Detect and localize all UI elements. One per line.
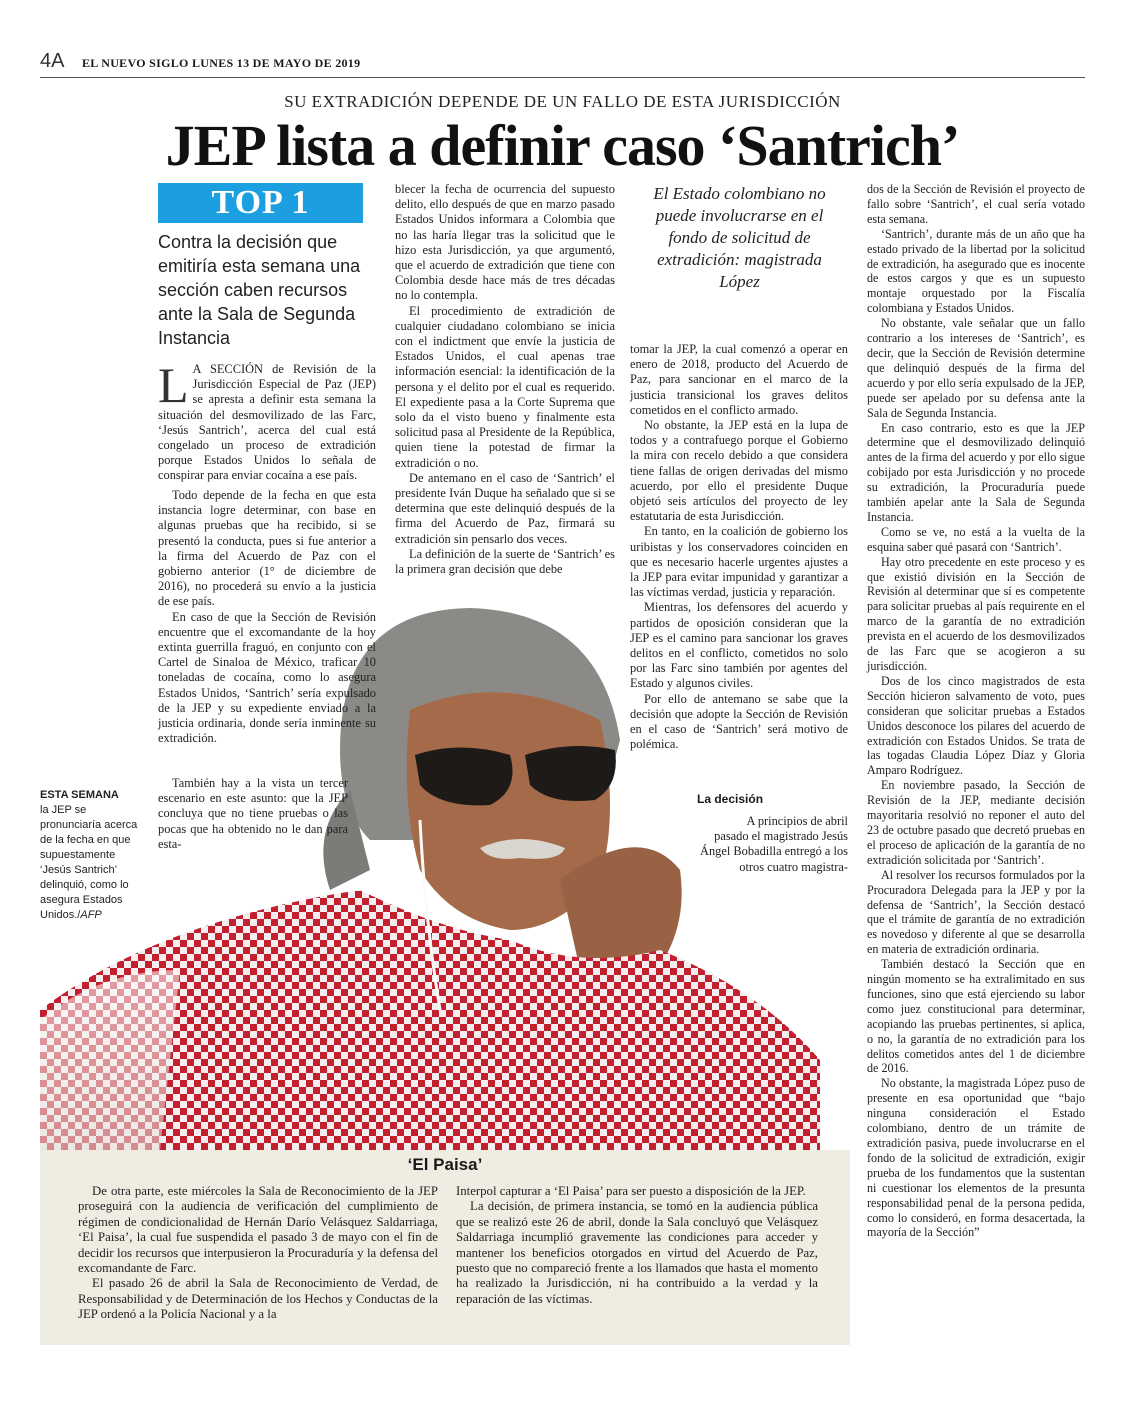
paragraph: L A SECCIÓN de Revisión de la Jurisdicción Especial de Paz (JEP) se apresta a definir esta semana la situación del desmovilizado de las Farc, ‘Jesús Santrich’, acerca del cual está congelado un proceso de extradición porque Estados Unidos lo señala de conspirar para enviar cocaína a ese país. — [158, 357, 376, 483]
paragraph: La decisión, de primera instancia, se tomó en la audiencia pública que se realizó este 26 de abril, donde la Sala concluyó que Velásquez Saldarriaga incumplió gravemente las condiciones para acceder y mantener los beneficios otorgados en virtud del Acuerdo de Paz, puesto que no compareció frente a los llamados que hasta el momento ha realizado la Jurisdicción, ni ha contribuido a la verdad y la reparación de las víctimas. — [456, 1199, 818, 1306]
caption-text: la JEP se pronunciaría acerca de la fecha en que supuestamente ‘Jesús Santrich’ delinquió, como lo asegura Estados Unidos./ — [40, 804, 138, 921]
deck: Contra la decisión que emitiría esta semana una sección caben recursos ante la Sala de Segunda Instancia — [158, 232, 361, 348]
folio-bar — [40, 50, 1085, 78]
paragraph: En caso de que la Sección de Revisión encuentre que el excomandante de la hoy extinta guerrilla fraguó, en conjunto con el Cartel de Sinaloa de México, traficar 10 toneladas de cocaína, como lo asegura Estados Unidos, ‘Santrich’ sería expulsado de la JEP y su expediente enviado a la justicia ordinaria, donde sería inminente su extradición. — [158, 609, 376, 746]
paragraph: No obstante, la JEP está en la lupa de todos y a contrafuego porque el Gobierno la mira con recelo debido a que considera tiene fallas de origen derivadas del mismo acuerdo, por ello el presidente Duque objetó seis artículos del proyecto de ley estatutaria de esta Jurisdicción. — [630, 418, 848, 524]
paragraph: ‘Santrich’, durante más de un año que ha estado privado de la libertad por la solicitud de extradición, ha asegurado que es inocente de estos cargos y que es un supuesto montaje orquestado por la Fiscalía colombiana y Estados Unidos. — [867, 226, 1085, 316]
paragraph: Hay otro precedente en este proceso y es que existió división en la Sección de Revisión al determinar que sí es competente para solicitar pruebas al país requirente en el marco de la garantía de no extradición prevista en el acuerdo de los desmovilizados de las Farc que se acogieron a su jurisdicción. — [867, 554, 1085, 673]
paragraph: Como se ve, no está a la vuelta de la esquina saber qué pasará con ‘Santrich’. — [867, 524, 1085, 554]
caption-label: ESTA SEMANA — [40, 789, 119, 801]
pull-quote: El Estado colombiano no puede involucrarse en el fondo de solicitud de extradición: magistrada López — [653, 184, 826, 291]
paragraph: Todo depende de la fecha en que esta instancia logre determinar, con base en algunas pruebas que ha recibido, si se presentó la conducta, pues si fue anterior a la firma del Acuerdo de Paz con el gobierno anterior (1° de diciembre de 2016), no procederá su envío a la justicia de ese país. — [158, 488, 376, 609]
article-column-4 — [867, 182, 1085, 1240]
paragraph: También destacó la Sección que en ningún momento se ha extralimitado en sus funciones, sino que está ejerciendo su labor como juez constitucional para determinar, acopiando las pruebas pertinentes, si aplica, o no, la garantía de no extradición para los delitos cometidos antes del 1 de diciembre de 2016. — [867, 957, 1085, 1076]
article-column-1b — [158, 488, 376, 746]
paragraph: El pasado 26 de abril la Sala de Reconocimiento de Verdad, de Responsabilidad y de Determinación de los Hechos y Conductas de la JEP ordenó a la Policía Nacional y a la — [78, 1276, 438, 1322]
paragraph: Mientras, los defensores del acuerdo y partidos de oposición consideran que la JEP es el camino para sancionar los graves delitos en el conflicto, cometidos no solo por las Farc sino también por agentes del Estado y algunos civiles. — [630, 600, 848, 691]
paragraph: Dos de los cinco magistrados de esta Sección hicieron salvamento de voto, pues consideran que solicitar pruebas a Estados Unidos desconoce los pilares del acuerdo de extradición con Estados Unidos. Se trata de las togadas Claudia López Díaz y Gloria Amparo Rodríguez. — [867, 673, 1085, 778]
photo-credit: AFP — [80, 909, 102, 921]
kicker: SU EXTRADICIÓN DEPENDE DE UN FALLO DE ESTA JURISDICCIÓN — [284, 92, 841, 111]
article-column-3 — [630, 342, 848, 752]
paragraph: En tanto, en la coalición de gobierno los uribistas y los conservadores coinciden en que es necesario hacerle urgentes ajustes a la JEP para evitar impunidad y garantizar a las víctimas verdad, justicia y reparación. — [630, 524, 848, 600]
drop-cap: L — [158, 357, 189, 413]
paragraph: blecer la fecha de ocurrencia del supuesto delito, ello después de que en marzo pasado Estados Unidos informara a Colombia que no las haría llegar tras la solicitud que le hizo esta Jurisdicción, ya que argumentó, que el acuerdo de extradición que tiene con Colombia desde hace más de tres décadas no lo contempla. — [395, 182, 615, 303]
sidebar-column-left — [78, 1184, 438, 1323]
sidebar-column-right — [456, 1184, 818, 1307]
paragraph: tomar la JEP, la cual comenzó a operar en enero de 2018, producto del Acuerdo de Paz, para sancionar en el marco de la justicia transicional los graves delitos cometidos en el conflicto armado. — [630, 342, 848, 417]
paragraph: A principios de abril pasado el magistrado Jesús Ángel Bobadilla entregó a los otros cuatro magistra- — [700, 814, 848, 874]
photo-caption — [40, 788, 138, 923]
paragraph: No obstante, la magistrada López puso de presente en esa oportunidad que “bajo ninguna consideración el Estado colombiano, dentro de un trámite de extradición pasiva, puede involucrarse en el fondo de la solicitud de extradición, exigir prueba de los fundamentos que la sustentan ni cuestionar los elementos de la presunta responsabilidad penal de la persona pedida, como lo consideró, en forma desacertada, la mayoría de la Sección” — [867, 1076, 1085, 1240]
paragraph: No obstante, vale señalar que un fallo contrario a los intereses de ‘Santrich’, es decir, que la Sección de Revisión determine que delinquió después de la firma del acuerdo y por ello sería expulsado de la JEP, puede ser apelado por su defensa ante la Sala de Segunda Instancia. — [867, 316, 1085, 420]
subhead-la-decision: La decisión — [697, 792, 764, 806]
paragraph: El procedimiento de extradición de cualquier ciudadano colombiano se inicia con el indictment que envíe la justicia de Estados Unidos, el cual apenas trae información esencial: la identificación de la persona y el delito por el cual es requerido. El expediente pasa a la Corte Suprema que solo da el visto bueno y finalmente esta solicitud pasa al Presidente de la República, quien tiene la potestad de firmar la extradición o no. — [395, 303, 615, 470]
article-column-1 — [158, 357, 376, 484]
paragraph: También hay a la vista un tercer escenario en este asunto: que la JEP concluya que no tiene pruebas o las pocas que ha obtenido no le dan para esta- — [158, 776, 348, 851]
article-column-2 — [395, 182, 615, 577]
paragraph: Al resolver los recursos formulados por la Procuradora Delegada para la JEP y por la defensa de ‘Santrich’, la Sección destacó que el trámite de garantía de no extradición es novedoso y diferente al que se desarrolla en materia de extradición ordinaria. — [867, 867, 1085, 957]
headline: JEP lista a definir caso ‘Santrich’ — [165, 113, 960, 178]
paragraph: En noviembre pasado, la Sección de Revisión de la JEP, mediante decisión mayoritaria resolvió no reponer el auto del 23 de octubre pasado que decretó pruebas en el proceso de aplicación de la garantía de no extradición solicitada por ‘Santrich’. — [867, 778, 1085, 867]
page-number: 4A — [40, 50, 65, 72]
paragraph: De antemano en el caso de ‘Santrich’ el presidente Iván Duque ha señalado que si se determina que este delinquió después de la firma del Acuerdo de Paz, firmará su extradición sin pensarlo dos veces. — [395, 470, 615, 546]
publication-line: EL NUEVO SIGLO LUNES 13 DE MAYO DE 2019 — [82, 56, 361, 70]
article-column-3b — [700, 814, 848, 875]
article-column-1c — [158, 776, 348, 852]
paragraph: La definición de la suerte de ‘Santrich’ es la primera gran decisión que debe — [395, 546, 615, 577]
top1-badge: TOP 1 — [158, 183, 363, 223]
paragraph: En caso contrario, esto es que la JEP determine que el desmovilizado delinquió antes de la firma del acuerdo y por ello sigue cobijado por esta Jurisdicción y no procede su extradición, la Procuraduría puede también apelar ante la Sala de Segunda Instancia. — [867, 420, 1085, 524]
paragraph: dos de la Sección de Revisión el proyecto de fallo sobre ‘Santrich’, el cual sería votado esta semana. — [867, 182, 1085, 226]
paragraph: De otra parte, este miércoles la Sala de Reconocimiento de la JEP proseguirá con la audiencia de verificación del cumplimiento de régimen de condicionalidad de Hernán Darío Velásquez Saldarriaga, ‘El Paisa’, la cual fue suspendida el pasado 3 de mayo con el fin de decidir los recursos que interpusieron la Procuraduría y la defensa del excomandante de Farc. — [78, 1184, 438, 1276]
paragraph: Interpol capturar a ‘El Paisa’ para ser puesto a disposición de la JEP. — [456, 1184, 806, 1198]
paragraph: Por ello de antemano se sabe que la decisión que adopte la Sección de Revisión en el caso de ‘Santrich’ será motivo de polémica. — [630, 691, 848, 752]
sidebar-title: ‘El Paisa’ — [407, 1155, 483, 1174]
